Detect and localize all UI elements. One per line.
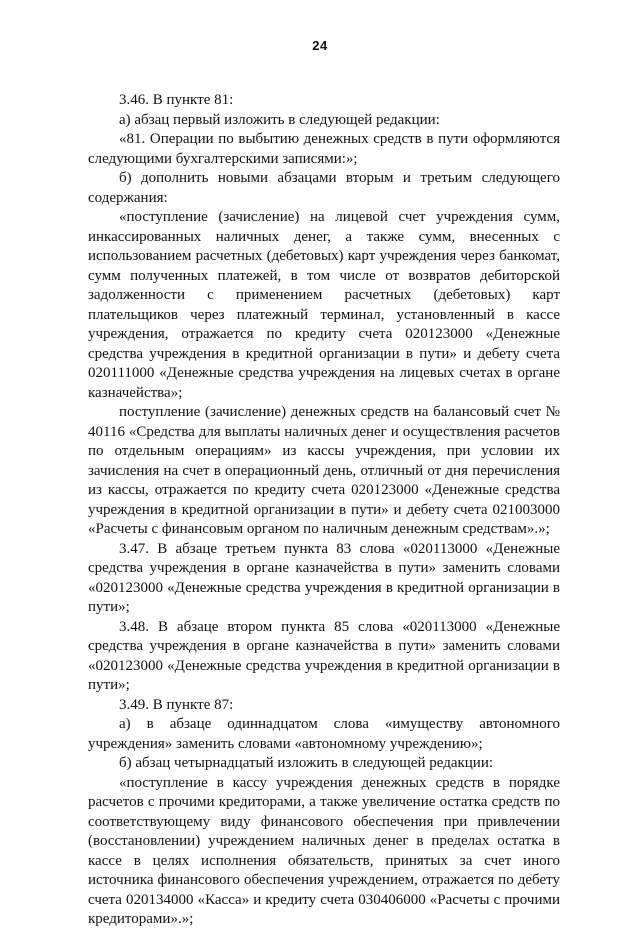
paragraph-3-47: 3.47. В абзаце третьем пункта 83 слова «020113000 «Денежные средства учреждения в органе казначейства в пути» заменить словами «020123000 «Денежные средства учреждения в кредитной организации в пути»; bbox=[88, 540, 560, 615]
paragraph-3-49-heading: 3.49. В пункте 87: bbox=[119, 696, 234, 713]
paragraph-new-third: поступление (зачисление) денежных средств на балансовый счет № 40116 «Средства для выплаты наличных денег и осуществления расчетов по отдельным операциям» из кассы учреждения, при условии их зачисления на счет в операционный день, отличный от дня перечисления из кассы, отражается по кредиту счета 020123000 «Денежные средства учреждения в кредитной организации в пути» и дебету счета 021003000 «Расчеты с финансовым органом по наличным денежным средствам».»; bbox=[88, 404, 560, 537]
paragraph-3-46-heading: 3.46. В пункте 81: bbox=[119, 92, 234, 108]
paragraph-3-46-b: б) дополнить новыми абзацами вторым и третьим следующего содержания: bbox=[88, 170, 560, 206]
document-body bbox=[88, 91, 560, 930]
paragraph-3-48: 3.48. В абзаце втором пункта 85 слова «020113000 «Денежные средства учреждения в органе казначейства в пути» заменить словами «020123000 «Денежные средства учреждения в кредитной организации в пути»; bbox=[88, 618, 560, 693]
paragraph-3-49-b: б) абзац четырнадцатый изложить в следующей редакции: bbox=[119, 755, 494, 771]
paragraph-81-text: «81. Операции по выбытию денежных средств в пути оформляются следующими бухгалтерскими записями:»; bbox=[88, 131, 560, 167]
paragraph-new-second: «поступление (зачисление) на лицевой счет учреждения сумм, инкассированных наличных денег, а также сумм, внесенных с использованием расчетных (дебетовых) карт учреждения через банкомат, сумм полученных платежей, в том числе от возвратов дебиторской задолженности с применением расчетных (дебетовых) карт плательщиков через платежный терминал, установленный в кассе учреждения, отражается по кредиту счета 020123000 «Денежные средства учреждения в кредитной организации в пути» и дебету счета 020111000 «Денежные средства учреждения на лицевых счетах в органе казначейства»; bbox=[88, 209, 560, 401]
page-number: 24 bbox=[312, 38, 328, 53]
paragraph-3-46-a: а) абзац первый изложить в следующей редакции: bbox=[119, 111, 440, 128]
paragraph-3-49-a: а) в абзаце одиннадцатом слова «имуществу автономного учреждения» заменить словами «автономному учреждению»; bbox=[88, 716, 560, 752]
paragraph-14-text: «поступление в кассу учреждения денежных средств в порядке расчетов с прочими кредиторами, а также увеличение остатка средств по соответствующему виду финансового обеспечения при привлечении (восстановлении) учреждением наличных денег в пределах остатка в кассе в целях исполнения обязательств, принятых за счет иного источника финансового обеспечения учреждением, отражается по дебету счета 020134000 «Касса» и кредиту счета 030406000 «Расчеты с прочими кредиторами».»; bbox=[88, 774, 560, 927]
